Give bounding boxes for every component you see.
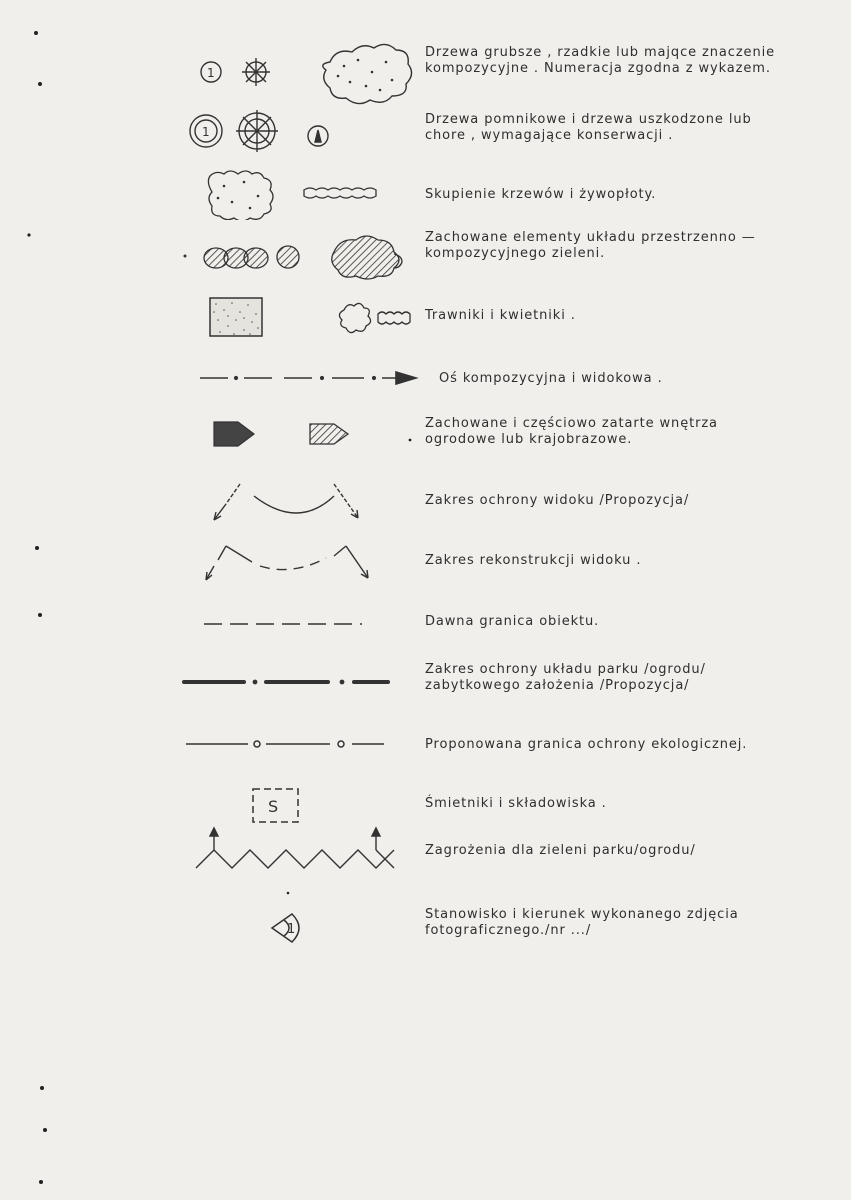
legend-line: Zachowane i częściowo zatarte wnętrza [425, 416, 718, 431]
speck [40, 1086, 44, 1090]
legend-line: ogrodowe lub krajobrazowe. [425, 432, 633, 447]
svg-text:1: 1 [202, 125, 210, 139]
legend-line: Stanowisko i kierunek wykonanego zdjęcia [425, 907, 739, 922]
legend-text-1 [425, 45, 775, 77]
legend-text-6 [439, 371, 663, 387]
legend-text-5 [425, 308, 576, 324]
legend-line: zabytkowego założenia /Propozycja/ [425, 678, 690, 693]
legend-text-14 [425, 843, 696, 859]
svg-text:1: 1 [287, 922, 296, 937]
photo-station-icon [0, 0, 420, 950]
legend-text-2 [425, 112, 752, 144]
legend-line: Proponowana granica ochrony ekologicznej. [425, 737, 748, 752]
legend-line: Drzewa pomnikowe i drzewa uszkodzone lub [425, 112, 752, 127]
legend-line: chore , wymagające konserwacji . [425, 128, 674, 143]
legend-line: Zakres ochrony układu parku /ogrodu/ [425, 662, 706, 677]
legend-text-3 [425, 187, 656, 203]
legend-text-15 [425, 907, 739, 939]
legend-text-9 [425, 553, 641, 569]
legend-text-10 [425, 614, 599, 630]
speck [39, 1180, 43, 1184]
legend-line: Śmietniki i składowiska . [425, 796, 607, 811]
legend-line: Zagrożenia dla zieleni parku/ogrodu/ [425, 843, 696, 858]
legend-text-13 [425, 796, 607, 812]
legend-line: kompozycyjnego zieleni. [425, 246, 606, 261]
legend-text-4 [425, 230, 756, 262]
legend-line: Drzewa grubsze , rzadkie lub majqce znaczenie [425, 45, 775, 60]
legend-text-12 [425, 737, 747, 753]
legend-line: Zakres ochrony widoku /Propozycja/ [425, 493, 690, 508]
legend-line: Zakres rekonstrukcji widoku . [425, 553, 642, 568]
legend-line: Skupienie krzewów i żywopłoty. [425, 187, 657, 202]
legend-line: Zachowane elementy układu przestrzenno — [425, 230, 756, 245]
legend-line: fotograficznego./nr .../ [425, 923, 592, 938]
legend-line: Trawniki i kwietniki . [425, 308, 576, 323]
svg-text:1: 1 [207, 66, 215, 80]
speck [43, 1128, 47, 1132]
legend-line: Dawna granica obiektu. [425, 614, 600, 629]
legend-line: kompozycyjne . Numeracja zgodna z wykazem. [425, 61, 771, 76]
legend-line: Oś kompozycyjna i widokowa . [439, 371, 663, 386]
svg-text:S: S [268, 797, 279, 816]
legend-text-11 [425, 662, 706, 694]
legend-text-7 [425, 416, 718, 448]
legend-text-8 [425, 493, 689, 509]
